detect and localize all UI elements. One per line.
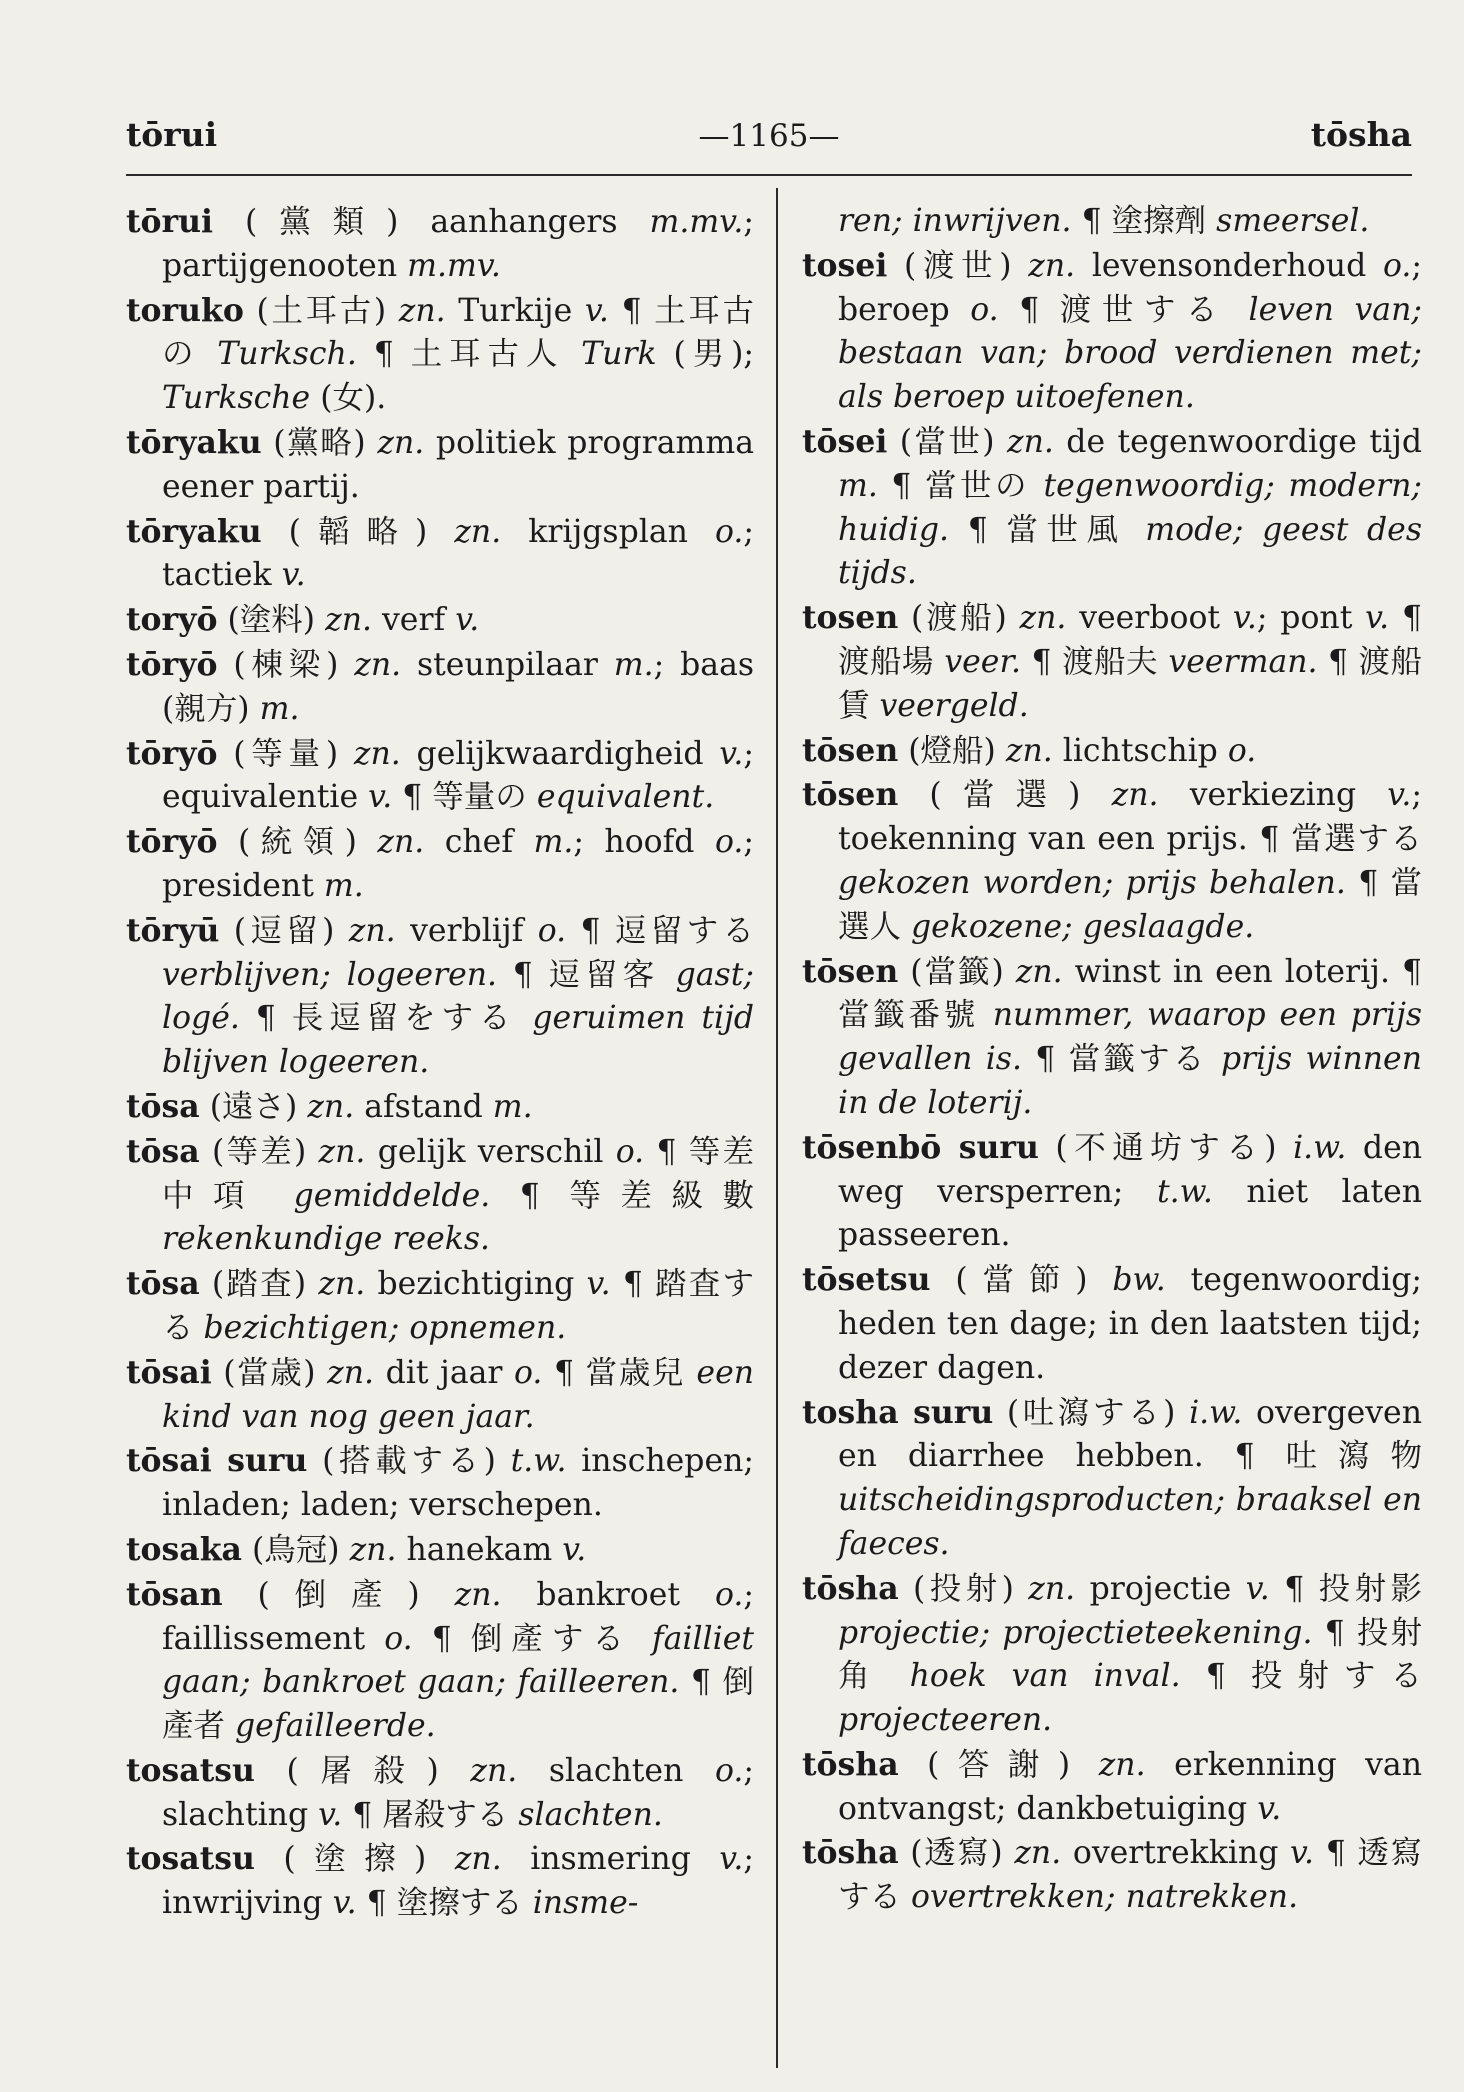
dictionary-entry: tōrui (黨類) aanhangers m.mv.; partijgenooten m.mv. — [126, 203, 754, 284]
right-column — [802, 200, 1422, 2080]
page-header — [126, 104, 1412, 154]
dictionary-entry: tōsen (當籤) zn. winst in een loterij. ¶ 當籤番號 nummer, waarop een prijs gevallen is. ¶ 當籤する prijs winnen in de loterij. — [802, 952, 1422, 1121]
dictionary-entry: tōryū (逗留) zn. verblijf o. ¶ 逗留する verblijven; logeeren. ¶ 逗留客 gast; logé. ¶ 長逗留をする geruimen tijd blijven logeeren. — [126, 911, 754, 1081]
page-number: —1165— — [698, 118, 840, 154]
left-column — [126, 200, 754, 2080]
dictionary-entry: toruko (土耳古) zn. Turkije v. ¶ 土耳古の Turksch. ¶ 土耳古人 Turk (男); Turksche (女). — [126, 291, 754, 417]
dictionary-entry: tōsen (當選) zn. verkiezing v.; toekenning van een prijs. ¶ 當選する gekozen worden; prijs behalen. ¶ 當選人 gekozene; geslaagde. — [802, 776, 1422, 945]
header-right-guideword: tōsha — [1310, 115, 1412, 154]
dictionary-entry: tōryō (統領) zn. chef m.; hoofd o.; president m. — [126, 823, 754, 904]
dictionary-entry: tōsetsu (當節) bw. tegenwoordig; heden ten dage; in den laatsten tijd; dezer dagen. — [802, 1261, 1422, 1386]
dictionary-entry: tosha suru (吐瀉する) i.w. overgeven en diarrhee hebben. ¶ 吐瀉物 uitscheidingsproducten; braaksel en faeces. — [802, 1393, 1422, 1562]
dictionary-entry: tōsa (踏査) zn. bezichtiging v. ¶ 踏査する bezichtigen; opnemen. — [126, 1265, 754, 1346]
dictionary-entry: tōsan (倒產) zn. bankroet o.; faillissement o. ¶ 倒產する failliet gaan; bankroet gaan; failleeren. ¶ 倒產者 gefailleerde. — [126, 1575, 754, 1745]
dictionary-entry: tosatsu (塗擦) zn. insmering v.; inwrijving v. ¶ 塗擦する insme- — [126, 1840, 754, 1922]
dictionary-entry: tosaka (鳥冠) zn. hanekam v. — [126, 1530, 587, 1568]
column-divider — [776, 188, 778, 2068]
header-left-guideword: tōrui — [126, 115, 218, 154]
dictionary-entry: tōryō (等量) zn. gelijkwaardigheid v.; equivalentie v. ¶ 等量の equivalent. — [126, 734, 754, 816]
dictionary-entry: ren; inwrijven. ¶ 塗擦劑 smeersel. — [838, 203, 1370, 239]
dictionary-entry: tosen (渡船) zn. veerboot v.; pont v. ¶ 渡船場 veer. ¶ 渡船夫 veerman. ¶ 渡船賃 veergeld. — [802, 599, 1422, 724]
dictionary-entry: tōsenbō suru (不通坊する) i.w. den weg versperren; t.w. niet laten passeeren. — [802, 1128, 1422, 1254]
dictionary-entry: tōsha (投射) zn. projectie v. ¶ 投射影 projectie; projectieteekening. ¶ 投射角 hoek van inval. ¶ 投射する projecteeren. — [802, 1569, 1422, 1739]
dictionary-entry: tōryaku (黨略) zn. politiek programma eener partij. — [126, 423, 754, 505]
dictionary-entry: tōsai (當歳) zn. dit jaar o. ¶ 當歳兒 een kind van nog geen jaar. — [126, 1353, 754, 1435]
dictionary-entry: tosei (渡世) zn. levensonderhoud o.; beroep o. ¶ 渡世する leven van; bestaan van; brood verdienen met; als beroep uitoefenen. — [802, 246, 1422, 416]
dictionary-entry: tosatsu (屠殺) zn. slachten o.; slachting v. ¶ 屠殺する slachten. — [126, 1751, 754, 1833]
dictionary-entry: tōsa (等差) zn. gelijk verschil o. ¶ 等差中項 gemiddelde. ¶ 等差級數 rekenkundige reeks. — [126, 1132, 754, 1258]
dictionary-entry: tōryō (棟梁) zn. steunpilaar m.; baas (親方) m. — [126, 645, 754, 727]
header-rule — [126, 174, 1412, 176]
dictionary-entry: tōsa (遠さ) zn. afstand m. — [126, 1087, 533, 1125]
dictionary-entry: tōryaku (韜略) zn. krijgsplan o.; tactiek v. — [126, 512, 754, 594]
dictionary-entry: tōsha (答謝) zn. erkenning van ontvangst; dankbetuiging v. — [802, 1745, 1422, 1827]
dictionary-entry: tōsei (當世) zn. de tegenwoordige tijd m. ¶ 當世の tegenwoordig; modern; huidig. ¶ 當世風 mode; geest des tijds. — [802, 422, 1422, 592]
dictionary-entry: toryō (塗料) zn. verf v. — [126, 601, 480, 639]
dictionary-entry: tōsen (燈船) zn. lichtschip o. — [802, 731, 1257, 769]
dictionary-entry: tōsai suru (搭載する) t.w. inschepen; inladen; laden; verschepen. — [126, 1442, 754, 1524]
dictionary-entry: tōsha (透寫) zn. overtrekking v. ¶ 透寫する overtrekken; natrekken. — [802, 1834, 1422, 1916]
